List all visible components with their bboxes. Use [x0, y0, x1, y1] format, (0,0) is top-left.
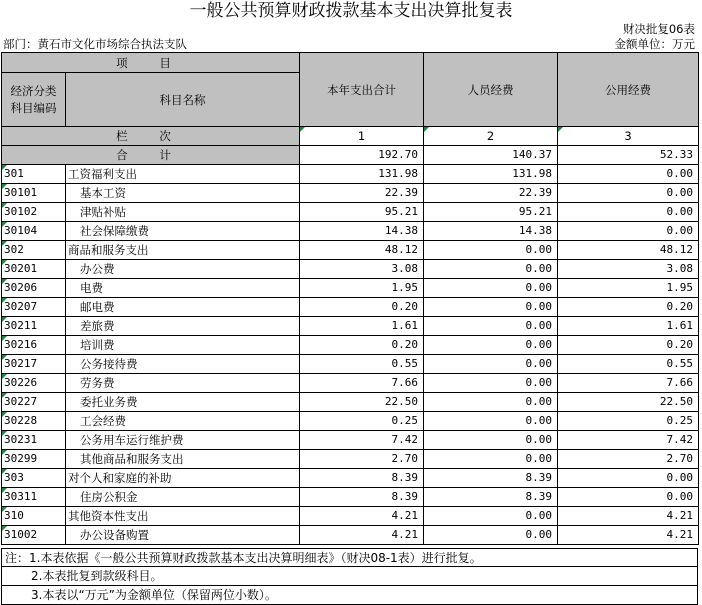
row-code: 303 — [2, 469, 66, 488]
row-code: 30207 — [2, 298, 66, 317]
row-personnel: 8.39 — [424, 488, 558, 507]
row-total: 4.21 — [300, 507, 424, 526]
row-public: 0.00 — [558, 184, 699, 203]
row-code: 302 — [2, 241, 66, 260]
row-total: 8.39 — [300, 469, 424, 488]
note-line: 3.本表以“万元”为金额单位（保留两位小数）。 — [1, 586, 698, 605]
row-name: 培训费 — [66, 336, 300, 355]
row-name: 工会经费 — [66, 412, 300, 431]
row-total: 48.12 — [300, 241, 424, 260]
row-total: 8.39 — [300, 488, 424, 507]
table-row — [2, 355, 699, 374]
row-total: 7.66 — [300, 374, 424, 393]
row-name: 差旅费 — [66, 317, 300, 336]
row-public: 0.00 — [558, 165, 699, 184]
row-personnel: 0.00 — [424, 431, 558, 450]
table-row — [2, 184, 699, 203]
row-total: 1.61 — [300, 317, 424, 336]
row-public: 22.50 — [558, 393, 699, 412]
row-personnel: 22.39 — [424, 184, 558, 203]
row-name: 住房公积金 — [66, 488, 300, 507]
table-row — [2, 222, 699, 241]
row-code: 30311 — [2, 488, 66, 507]
row-public: 0.55 — [558, 355, 699, 374]
row-name: 电费 — [66, 279, 300, 298]
row-code: 30228 — [2, 412, 66, 431]
row-name: 邮电费 — [66, 298, 300, 317]
row-name: 劳务费 — [66, 374, 300, 393]
row-code: 301 — [2, 165, 66, 184]
row-public: 48.12 — [558, 241, 699, 260]
row-name: 办公设备购置 — [66, 526, 300, 545]
row-personnel: 0.00 — [424, 412, 558, 431]
row-name: 社会保障缴费 — [66, 222, 300, 241]
row-public: 3.08 — [558, 260, 699, 279]
row-code: 30231 — [2, 431, 66, 450]
row-name: 对个人和家庭的补助 — [66, 469, 300, 488]
row-total: 22.50 — [300, 393, 424, 412]
row-personnel: 131.98 — [424, 165, 558, 184]
column-number-3: 3 — [558, 127, 699, 146]
amount-unit-label: 金额单位：万元 — [614, 37, 695, 51]
header-code: 经济分类科目编码 — [2, 73, 66, 127]
row-code: 30216 — [2, 336, 66, 355]
row-code: 30299 — [2, 450, 66, 469]
row-name: 工资福利支出 — [66, 165, 300, 184]
table-row — [2, 526, 699, 545]
table-row — [2, 260, 699, 279]
row-public: 4.21 — [558, 507, 699, 526]
header-name: 科目名称 — [66, 73, 300, 127]
header-public: 公用经费 — [558, 53, 699, 127]
row-personnel: 0.00 — [424, 526, 558, 545]
row-public: 0.00 — [558, 203, 699, 222]
row-total: 0.55 — [300, 355, 424, 374]
row-total: 3.08 — [300, 260, 424, 279]
row-name: 其他资本性支出 — [66, 507, 300, 526]
row-public: 7.42 — [558, 431, 699, 450]
row-code: 30101 — [2, 184, 66, 203]
row-total: 131.98 — [300, 165, 424, 184]
row-code: 30217 — [2, 355, 66, 374]
row-code: 310 — [2, 507, 66, 526]
note-line: 2.本表批复到款级科目。 — [1, 567, 698, 586]
row-personnel: 0.00 — [424, 374, 558, 393]
table-row — [2, 412, 699, 431]
row-code: 30206 — [2, 279, 66, 298]
row-total: 95.21 — [300, 203, 424, 222]
form-number: 财决批复06表 — [622, 22, 695, 36]
column-number-2: 2 — [424, 127, 558, 146]
row-personnel: 8.39 — [424, 469, 558, 488]
table-row — [2, 279, 699, 298]
row-public: 4.21 — [558, 526, 699, 545]
row-code: 30104 — [2, 222, 66, 241]
table-row — [2, 165, 699, 184]
row-public: 2.70 — [558, 450, 699, 469]
page-title: 一般公共预算财政拨款基本支出决算批复表 — [189, 1, 513, 21]
table-row — [2, 241, 699, 260]
note-line: 注：1.本表依据《一般公共预算财政拨款基本支出决算明细表》（财决08-1表）进行批复。 — [1, 548, 698, 567]
row-personnel: 0.00 — [424, 336, 558, 355]
row-code: 30211 — [2, 317, 66, 336]
table-row — [2, 298, 699, 317]
row-code: 30102 — [2, 203, 66, 222]
row-code: 30227 — [2, 393, 66, 412]
total-col1: 192.70 — [300, 146, 424, 165]
row-total: 1.95 — [300, 279, 424, 298]
table-row — [2, 393, 699, 412]
row-name: 其他商品和服务支出 — [66, 450, 300, 469]
row-personnel: 0.00 — [424, 393, 558, 412]
table-row — [2, 450, 699, 469]
row-personnel: 0.00 — [424, 260, 558, 279]
table-row — [2, 488, 699, 507]
row-total: 0.20 — [300, 298, 424, 317]
row-personnel: 95.21 — [424, 203, 558, 222]
row-total: 0.20 — [300, 336, 424, 355]
row-code: 30226 — [2, 374, 66, 393]
row-personnel: 0.00 — [424, 279, 558, 298]
row-name: 公务用车运行维护费 — [66, 431, 300, 450]
row-total: 7.42 — [300, 431, 424, 450]
row-name: 公务接待费 — [66, 355, 300, 374]
header-total-expense: 本年支出合计 — [300, 53, 424, 127]
row-public: 0.20 — [558, 298, 699, 317]
table-row — [2, 507, 699, 526]
table-row — [2, 374, 699, 393]
row-name: 办公费 — [66, 260, 300, 279]
row-name: 委托业务费 — [66, 393, 300, 412]
row-personnel: 0.00 — [424, 298, 558, 317]
department-label: 部门：黄石市文化市场综合执法支队 — [3, 37, 187, 51]
row-total: 0.25 — [300, 412, 424, 431]
row-public: 0.20 — [558, 336, 699, 355]
row-public: 0.25 — [558, 412, 699, 431]
table-row — [2, 317, 699, 336]
row-public: 0.00 — [558, 488, 699, 507]
row-total: 4.21 — [300, 526, 424, 545]
table-row — [2, 336, 699, 355]
header-item: 项 目 — [2, 53, 300, 73]
row-name: 津贴补贴 — [66, 203, 300, 222]
total-label: 合 计 — [2, 146, 300, 165]
row-personnel: 0.00 — [424, 507, 558, 526]
table-row — [2, 431, 699, 450]
column-number-1: 1 — [300, 127, 424, 146]
row-total: 22.39 — [300, 184, 424, 203]
row-public: 1.95 — [558, 279, 699, 298]
row-name: 基本工资 — [66, 184, 300, 203]
budget-table — [1, 52, 699, 545]
row-personnel: 0.00 — [424, 355, 558, 374]
row-public: 7.66 — [558, 374, 699, 393]
row-personnel: 14.38 — [424, 222, 558, 241]
column-number-label: 栏 次 — [2, 127, 300, 146]
total-col3: 52.33 — [558, 146, 699, 165]
row-personnel: 0.00 — [424, 450, 558, 469]
row-personnel: 0.00 — [424, 317, 558, 336]
row-public: 0.00 — [558, 222, 699, 241]
table-row — [2, 203, 699, 222]
row-public: 1.61 — [558, 317, 699, 336]
row-code: 31002 — [2, 526, 66, 545]
notes-section — [1, 548, 698, 605]
table-row — [2, 469, 699, 488]
row-personnel: 0.00 — [424, 241, 558, 260]
row-code: 30201 — [2, 260, 66, 279]
total-col2: 140.37 — [424, 146, 558, 165]
row-public: 0.00 — [558, 469, 699, 488]
row-name: 商品和服务支出 — [66, 241, 300, 260]
row-total: 2.70 — [300, 450, 424, 469]
row-total: 14.38 — [300, 222, 424, 241]
header-personnel: 人员经费 — [424, 53, 558, 127]
